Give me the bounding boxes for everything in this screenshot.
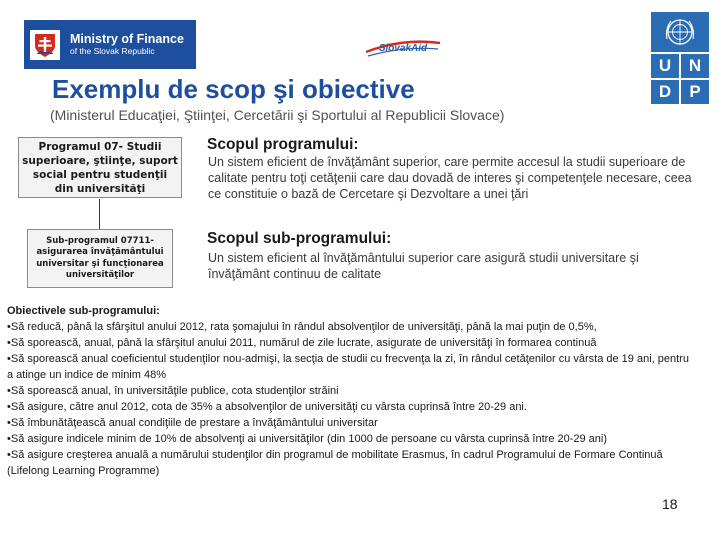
slovakaid-logo — [362, 34, 444, 62]
ministry-of-finance-logo — [24, 20, 196, 69]
objective-item: •Să sporească, anual, până la sfârşitul anului 2011, numărul de zile lucrate, asigurate de universităţi în formarea continuă — [7, 337, 597, 349]
objectives-section — [7, 303, 697, 479]
objective-item: •Să asigure, către anul 2012, cota de 35% a absolvenţilor de universităţi cu vârsta cuprinsă între 20-29 ani. — [7, 401, 527, 413]
slovak-crest-icon — [30, 30, 60, 60]
subprogram-scope-text: Un sistem eficient al învăţământului superior care asigură studii universitare şi învăţământ continuu de calitate — [208, 251, 639, 281]
undp-letter-u: U — [651, 54, 679, 78]
program-box: Programul 07- Studii superioare, ştiinţe, suport social pentru studenţii din universităţi — [18, 137, 182, 198]
slide-title: Exemplu de scop şi obiective — [52, 74, 415, 104]
objective-item: •Să reducă, până la sfârşitul anului 2012, rata şomajului în rândul absolvenţilor de universităţi, până la mai puţin de 0,5%, — [7, 321, 597, 333]
undp-letter-n: N — [681, 54, 709, 78]
slovakaid-logo-text: SlovakAid — [378, 42, 428, 54]
objective-item: •Să sporească anual coeficientul studenţilor nou-admişi, la secţia de studii cu frecvenţa la zi, în rândul cetăţenilor cu vârsta de 19 ani, pentru a atinge un indice de minim 48% — [7, 353, 689, 381]
program-scope-heading: Scopul programului: — [207, 136, 359, 153]
objective-item: •Să asigure creşterea anuală a numărului studenţilor din programul de mobilitate Erasmus, în cadrul Programului de Formare Continuă (Lifelong Learning Programme) — [7, 449, 663, 477]
ministry-logo-line2: of the Slovak Republic — [70, 46, 155, 56]
slide-subtitle: (Ministerul Educaţiei, Ştiinţei, Cercetării şi Sportului al Republicii Slovace) — [50, 107, 505, 123]
un-emblem-icon — [651, 12, 709, 52]
objective-item: •Să îmbunătăţească anual condiţiile de prestare a învăţământului universitar — [7, 417, 378, 429]
undp-letter-p: P — [681, 80, 709, 104]
objective-item: •Să sporească anual, în universităţile publice, cota studenţilor străini — [7, 385, 339, 397]
undp-logo — [651, 12, 709, 104]
undp-letter-d: D — [651, 80, 679, 104]
objectives-heading: Obiectivele sub-programului: — [7, 305, 160, 317]
page-number: 18 — [662, 496, 678, 512]
subprogram-scope-heading: Scopul sub-programului: — [207, 230, 392, 247]
program-scope-text: Un sistem eficient de învăţământ superior, care permite accesul la studii superioare de calitate pentru toţi cetăţenii care dau dovadă de interes şi competenţele necesare, ceea ce constituie o bază de Cercetare şi Dezvoltare a unei ţări — [208, 155, 692, 201]
subprogram-box: Sub-programul 07711- asigurarea învăţământului universitar şi funcţionarea universităţilor — [27, 229, 173, 288]
objective-item: •Să asigure indicele minim de 10% de absolvenţi ai universităţilor (din 1000 de persoane cu vârsta cuprinsă între 20-29 ani) — [7, 433, 608, 445]
program-connector-line — [99, 199, 100, 229]
ministry-logo-line1: Ministry of Finance — [70, 32, 184, 46]
